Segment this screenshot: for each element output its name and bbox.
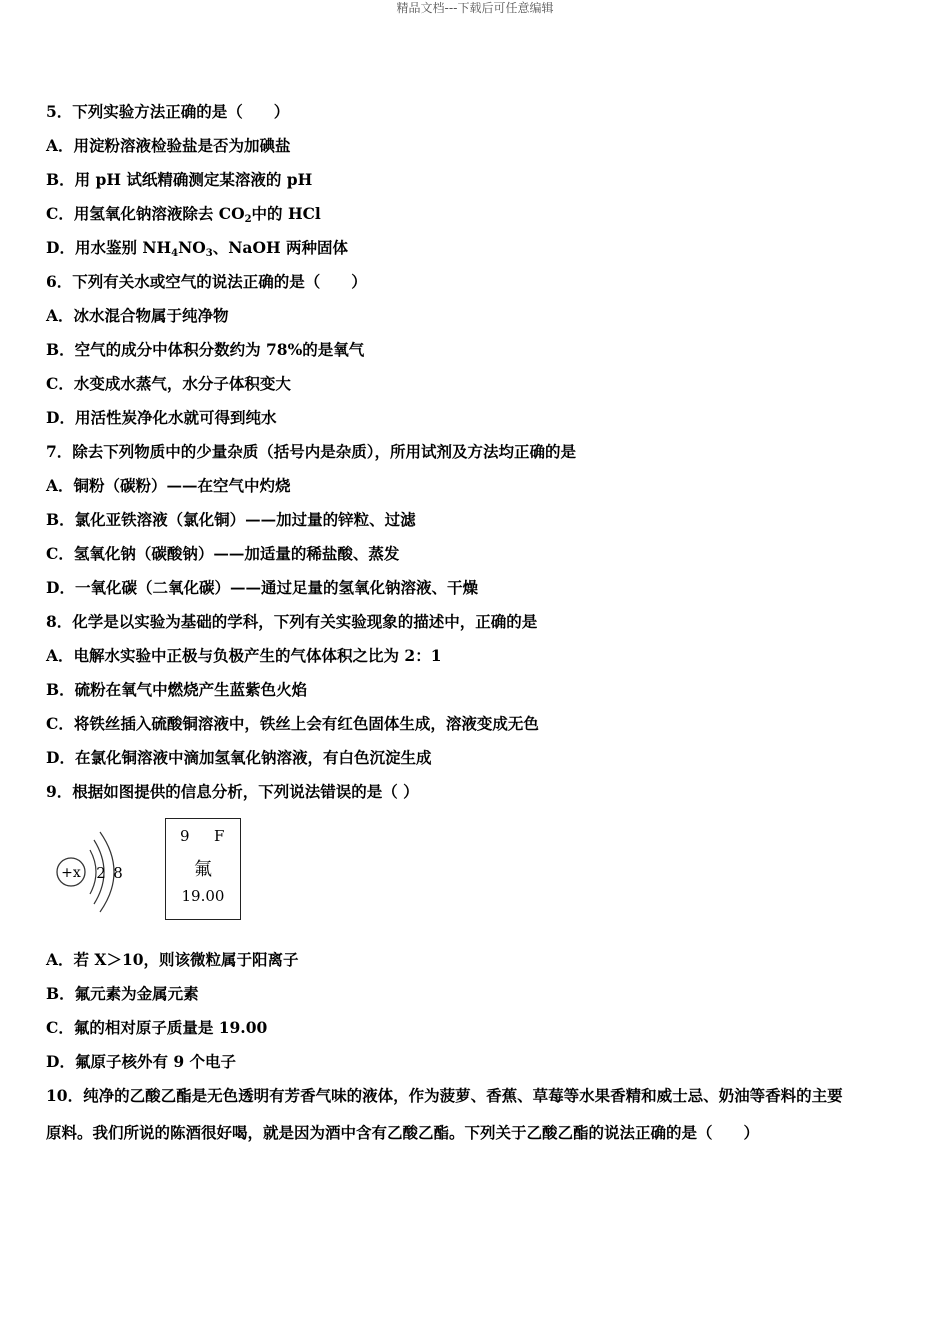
q7-option-c: C．氢氧化钠（碳酸钠）——加适量的稀盐酸、蒸发 — [46, 544, 400, 563]
q6-stem: 6．下列有关水或空气的说法正确的是（ ） — [46, 272, 367, 291]
q5-d-text-mid: NO — [178, 238, 206, 257]
q5-option-c — [46, 204, 321, 230]
q5-stem: 5．下列实验方法正确的是（ ） — [46, 102, 290, 121]
q6-option-b: B．空气的成分中体积分数约为 78%的是氧气 — [46, 340, 365, 359]
q5-d-text: D．用水鉴别 NH — [46, 238, 172, 257]
q10-text-line-1: 10．纯净的乙酸乙酯是无色透明有芳香气味的液体，作为菠萝、香蕉、草莓等水果香精和威士忌、奶油等香料的主要 — [46, 1086, 843, 1105]
q7-option-d: D．一氧化碳（二氧化碳）——通过足量的氢氧化钠溶液、干燥 — [46, 578, 478, 597]
q5-c-text-end: 中的 HCl — [251, 204, 321, 223]
q5-option-b: B．用 pH 试纸精确测定某溶液的 pH — [46, 170, 313, 189]
q10-text-line-2: 原料。我们所说的陈酒很好喝，就是因为酒中含有乙酸乙酯。下列关于乙酸乙酯的说法正确的是（ ） — [46, 1123, 760, 1142]
q8-option-d: D．在氯化铜溶液中滴加氢氧化钠溶液，有白色沉淀生成 — [46, 748, 432, 767]
q6-option-c: C．水变成水蒸气，水分子体积变大 — [46, 374, 291, 393]
q5-option-a: A．用淀粉溶液检验盐是否为加碘盐 — [46, 136, 291, 155]
atomic-mass: 19.00 — [181, 887, 225, 905]
q5-option-d — [46, 238, 348, 264]
shell-arc-1 — [90, 850, 96, 894]
q5-d-subscript-1: 4 — [171, 248, 179, 259]
q5-d-text-end: 、NaOH 两种固体 — [212, 238, 349, 257]
q8-option-a: A．电解水实验中正极与负极产生的气体体积之比为 2：1 — [46, 646, 442, 665]
periodic-element-card — [165, 818, 241, 920]
element-symbol: F — [214, 827, 225, 845]
q7-stem: 7．除去下列物质中的少量杂质（括号内是杂质），所用试剂及方法均正确的是 — [46, 442, 577, 461]
q9-option-c: C．氟的相对原子质量是 19.00 — [46, 1018, 268, 1037]
q5-d-subscript-2: 3 — [205, 248, 213, 259]
page-header: 精品文档---下载后可任意编辑 — [396, 1, 554, 15]
q9-option-b: B．氟元素为金属元素 — [46, 984, 199, 1003]
q8-option-b: B．硫粉在氧气中燃烧产生蓝紫色火焰 — [46, 680, 308, 699]
q7-option-a: A．铜粉（碳粉）——在空气中灼烧 — [46, 476, 291, 495]
element-name: 氟 — [194, 859, 212, 880]
q9-stem: 9．根据如图提供的信息分析，下列说法错误的是（ ） — [46, 782, 419, 801]
shell-2-electrons: 8 — [113, 864, 123, 882]
shell-1-electrons: 2 — [96, 864, 106, 882]
q9-option-a: A．若 X＞10，则该微粒属于阳离子 — [46, 950, 299, 969]
atomic-number: 9 — [180, 827, 190, 845]
q6-option-d: D．用活性炭净化水就可得到纯水 — [46, 408, 277, 427]
q5-c-text: C．用氢氧化钠溶液除去 CO — [46, 204, 245, 223]
q8-option-c: C．将铁丝插入硫酸铜溶液中，铁丝上会有红色固体生成，溶液变成无色 — [46, 714, 539, 733]
nucleus-label: +x — [61, 865, 81, 881]
q6-option-a: A．冰水混合物属于纯净物 — [46, 306, 229, 325]
q8-stem: 8．化学是以实验为基础的学科，下列有关实验现象的描述中，正确的是 — [46, 612, 538, 631]
atom-structure-diagram — [52, 830, 132, 914]
q5-c-subscript: 2 — [244, 214, 252, 225]
q7-option-b: B．氯化亚铁溶液（氯化铜）——加过量的锌粒、过滤 — [46, 510, 416, 529]
q9-option-d: D．氟原子核外有 9 个电子 — [46, 1052, 237, 1071]
